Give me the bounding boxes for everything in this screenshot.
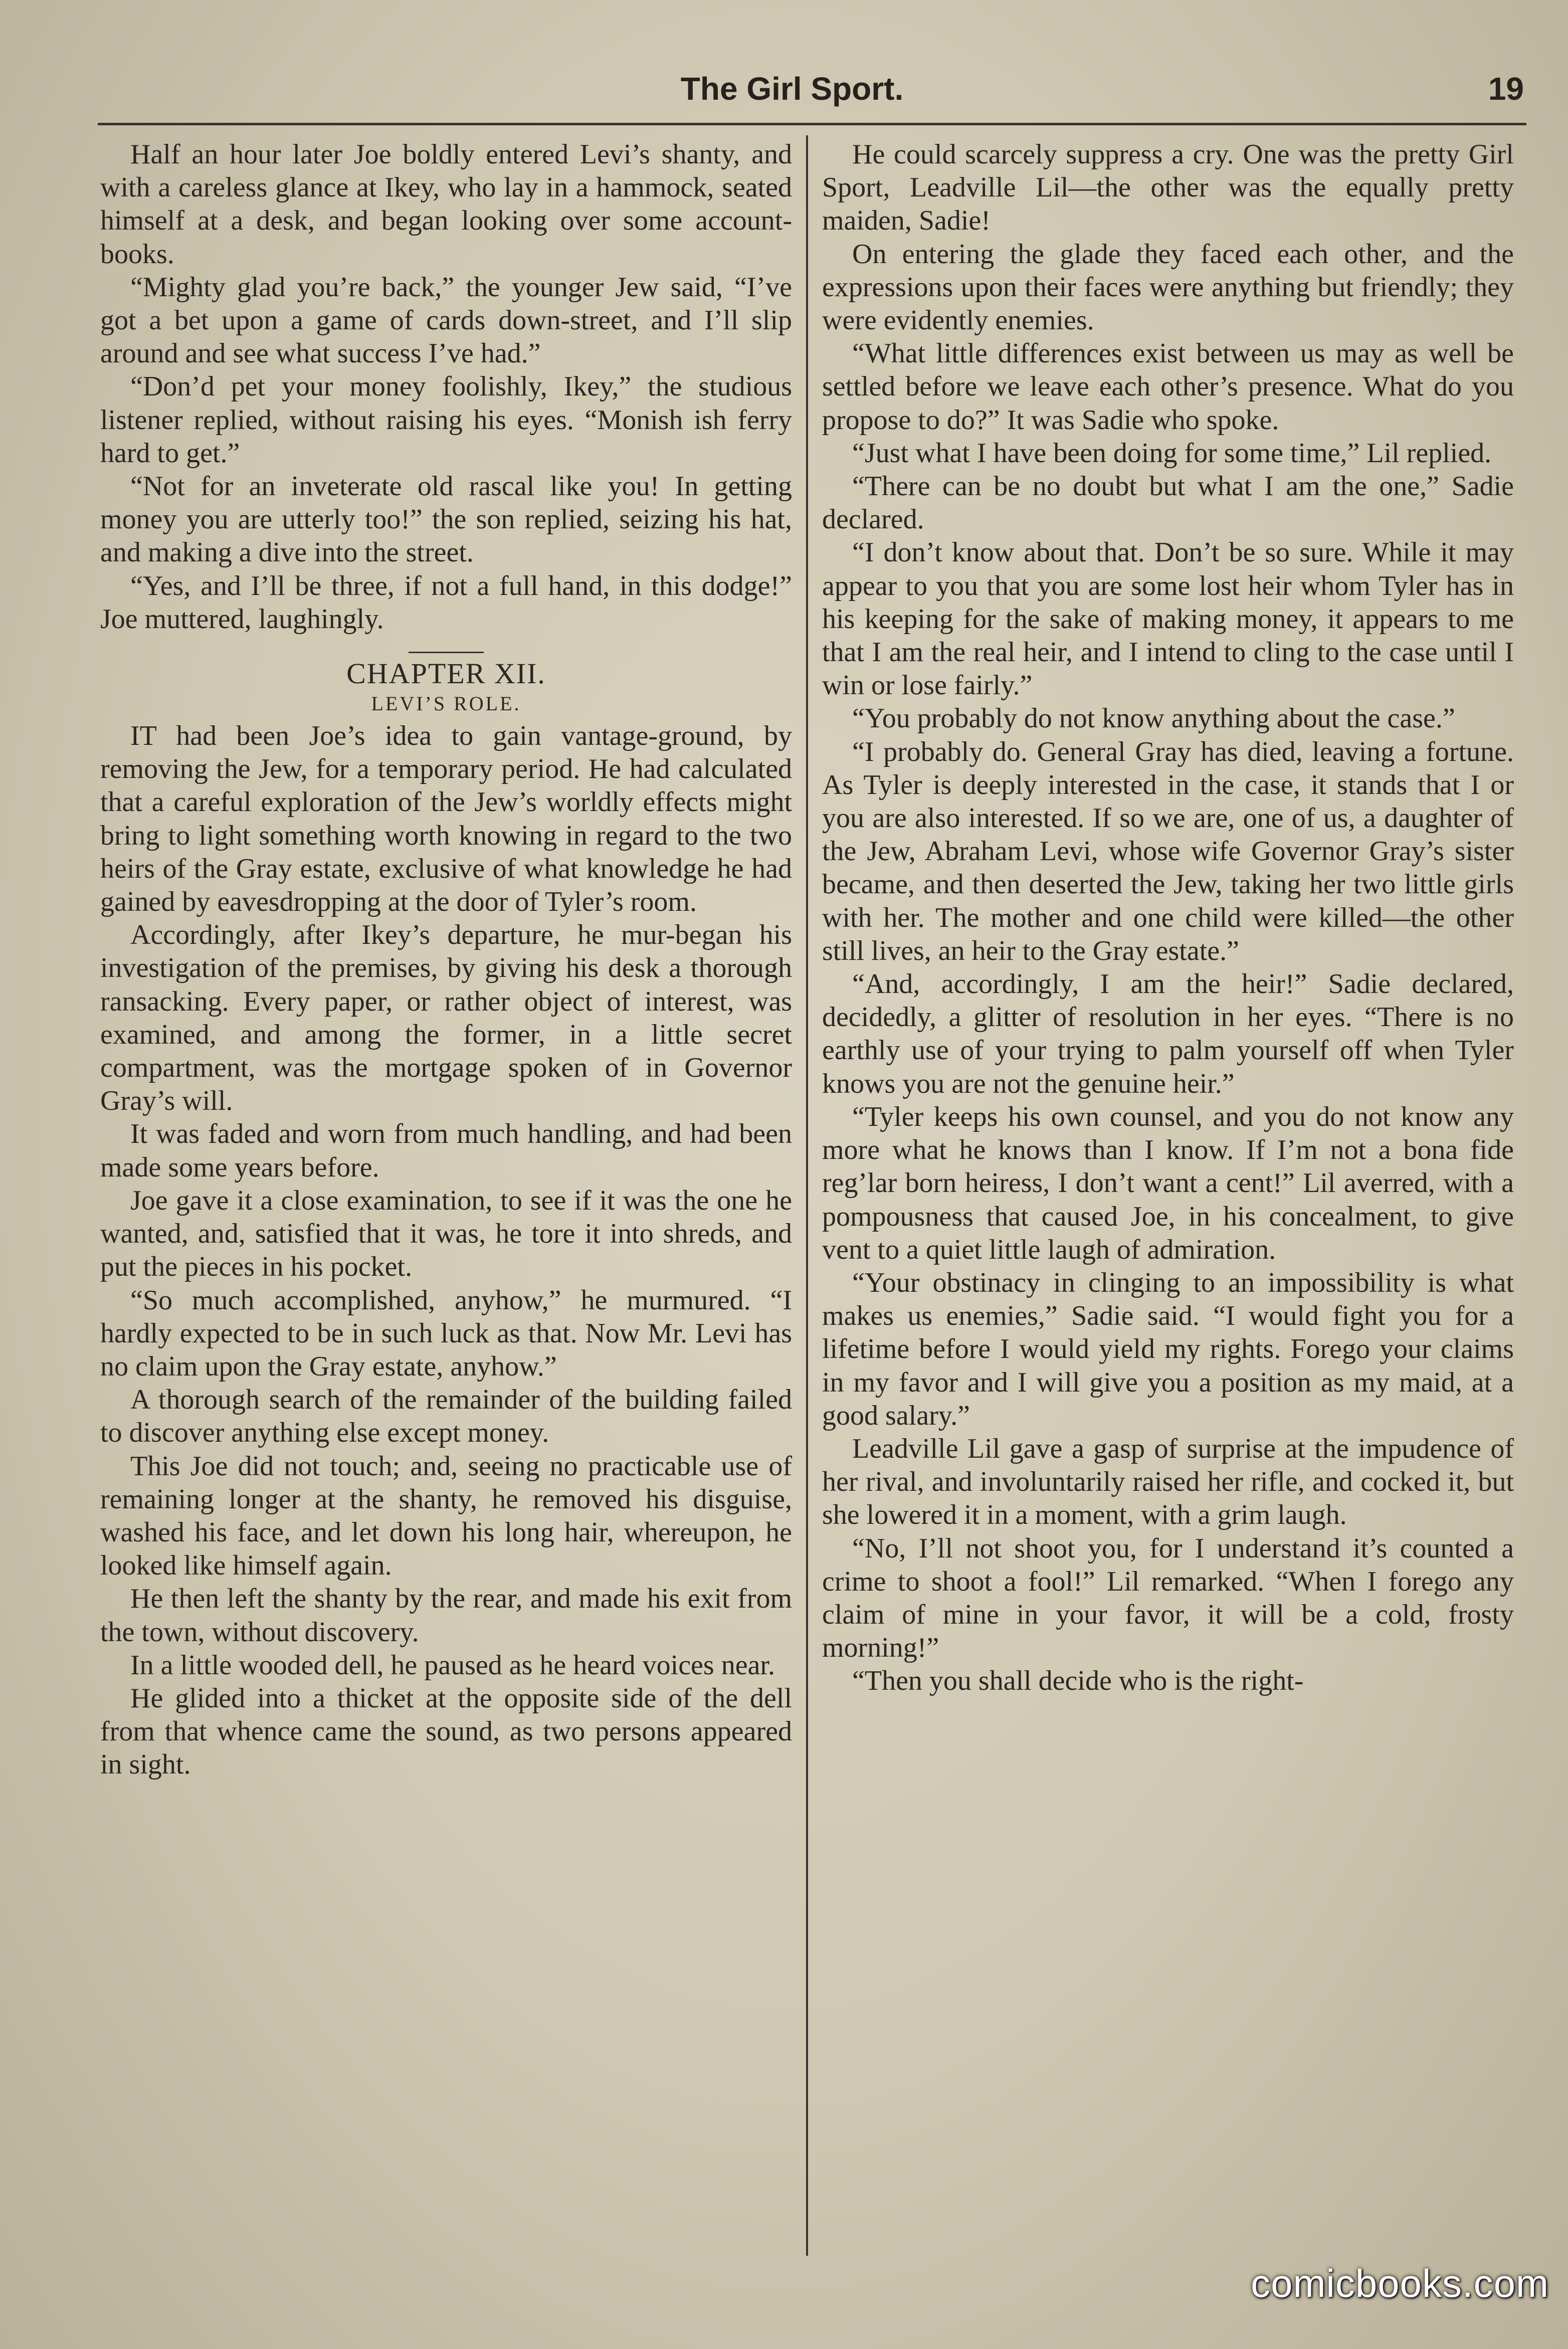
paragraph: IT had been Joe’s idea to gain vantage-ground, by removing the Jew, for a temporary period. He had calculated that a careful exploration of the Jew’s worldly effects might bring to light something worth knowing in regard to the two heirs of the Gray estate, exclusive of what knowledge he had gained by eavesdropping at the door of Tyler’s room. bbox=[100, 720, 792, 918]
running-header-title: The Girl Sport. bbox=[680, 71, 904, 107]
paragraph: “Mighty glad you’re back,” the younger Jew said, “I’ve got a bet upon a game of cards down-street, and I’ll slip around and see what success I’ve had.” bbox=[100, 271, 792, 369]
paragraph: “What little differences exist between us may as well be settled before we leave each other’s presence. What do you propose to do?” It was Sadie who spoke. bbox=[822, 338, 1514, 436]
right-column bbox=[822, 138, 1514, 1698]
paragraph: “Just what I have been doing for some time,” Lil replied. bbox=[852, 437, 1492, 469]
paragraph: “Your obstinacy in clinging to an impossibility is what makes us enemies,” Sadie said. “I would fight you for a lifetime before I would yield my rights. Forego your claims in my favor and I will give you a position as my maid, at a good salary.” bbox=[822, 1267, 1514, 1431]
paragraph: On entering the glade they faced each other, and the expressions upon their faces were anything but friendly; they were evidently enemies. bbox=[822, 238, 1514, 336]
paragraph: A thorough search of the remainder of the building failed to discover anything else except money. bbox=[100, 1384, 792, 1449]
paragraph: “Not for an inveterate old rascal like you! In getting money you are utterly too!” the son replied, seizing his hat, and making a dive into the street. bbox=[100, 471, 792, 568]
paragraph: Joe gave it a close examination, to see if it was the one he wanted, and, satisfied that it was, he tore it into shreds, and put the pieces in his pocket. bbox=[100, 1185, 792, 1283]
paragraph: “No, I’ll not shoot you, for I understand it’s counted a crime to shoot a fool!” Lil remarked. “When I forego any claim of mine in your favor, it will be a cold, frosty morning!” bbox=[822, 1532, 1514, 1664]
column-divider bbox=[806, 135, 808, 2256]
chapter-rule bbox=[409, 652, 484, 653]
paragraph: “Tyler keeps his own counsel, and you do not know any more what he knows than I know. If I’m not a bona fide reg’lar born heiress, I don’t want a cent!” Lil averred, with a pompousness that caused Joe, in his concealment, to give vent to a quiet little laugh of admiration. bbox=[822, 1101, 1514, 1265]
paragraph: “So much accomplished, anyhow,” he murmured. “I hardly expected to be in such luck as that. Now Mr. Levi has no claim upon the Gray estate, anyhow.” bbox=[100, 1284, 792, 1382]
paragraph: “Yes, and I’ll be three, if not a full hand, in this dodge!” Joe muttered, laughingly. bbox=[100, 570, 792, 635]
left-column bbox=[100, 138, 792, 1782]
paragraph: Accordingly, after Ikey’s departure, he mur-began his investigation of the premises, by giving his desk a thorough ransacking. Every paper, or rather object of interest, was examined, and among the former, in a little secret compartment, was the mortgage spoken of in Governor Gray’s will. bbox=[100, 919, 792, 1117]
paragraph: Leadville Lil gave a gasp of surprise at the impudence of her rival, and involuntarily raised her rifle, and cocked it, but she lowered it in a moment, with a grim laugh. bbox=[822, 1433, 1514, 1531]
paragraph: Half an hour later Joe boldly entered Levi’s shanty, and with a careless glance at Ikey, who lay in a hammock, seated himself at a desk, and began looking over some account-books. bbox=[100, 139, 792, 270]
header-rule bbox=[98, 123, 1526, 125]
paragraph: “There can be no doubt but what I am the one,” Sadie declared. bbox=[822, 471, 1514, 535]
paragraph: It was faded and worn from much handling, and had been made some years before. bbox=[100, 1118, 792, 1183]
paragraph: “Don’d pet your money foolishly, Ikey,” the studious listener replied, without raising his eyes. “Monish ish ferry hard to get.” bbox=[100, 371, 792, 469]
paragraph: “You probably do not know anything about the case.” bbox=[852, 703, 1455, 734]
paragraph: “Then you shall decide who is the right- bbox=[852, 1665, 1304, 1697]
paragraph: This Joe did not touch; and, seeing no practicable use of remaining longer at the shanty, he removed his disguise, washed his face, and let down his long hair, whereupon, he looked like himself again. bbox=[100, 1450, 792, 1582]
chapter-subheading: LEVI’S ROLE. bbox=[371, 692, 521, 715]
paragraph: “And, accordingly, I am the heir!” Sadie declared, decidedly, a glitter of resolution in her eyes. “There is no earthly use of your trying to palm yourself off when Tyler knows you are not the genuine heir.” bbox=[822, 968, 1514, 1099]
paragraph: He then left the shanty by the rear, and made his exit from the town, without discovery. bbox=[100, 1583, 792, 1648]
paragraph: In a little wooded dell, he paused as he heard voices near. bbox=[130, 1649, 775, 1681]
paragraph: “I probably do. General Gray has died, leaving a fortune. As Tyler is deeply interested in the case, it stands that I or you are also interested. If so we are, one of us, a daughter of the Jew, Abraham Levi, whose wife Governor Gray’s sister became, and then deserted the Jew, taking her two little girls with her. The mother and one child were killed—the other still lives, an heir to the Gray estate.” bbox=[822, 736, 1514, 966]
paragraph: He could scarcely suppress a cry. One was the pretty Girl Sport, Leadville Lil—the other was the equally pretty maiden, Sadie! bbox=[822, 139, 1514, 237]
paragraph: “I don’t know about that. Don’t be so sure. While it may appear to you that you are some lost heir whom Tyler has in his keeping for the sake of making money, it appears to me that I am the real heir, and I intend to cling to the case until I win or lose fairly.” bbox=[822, 537, 1514, 701]
site-watermark: comicbooks.com bbox=[1251, 2261, 1549, 2305]
chapter-heading: CHAPTER XII. bbox=[346, 657, 546, 690]
page-number: 19 bbox=[1488, 71, 1524, 107]
paragraph: He glided into a thicket at the opposite side of the dell from that whence came the sound, as two persons appeared in sight. bbox=[100, 1682, 792, 1781]
